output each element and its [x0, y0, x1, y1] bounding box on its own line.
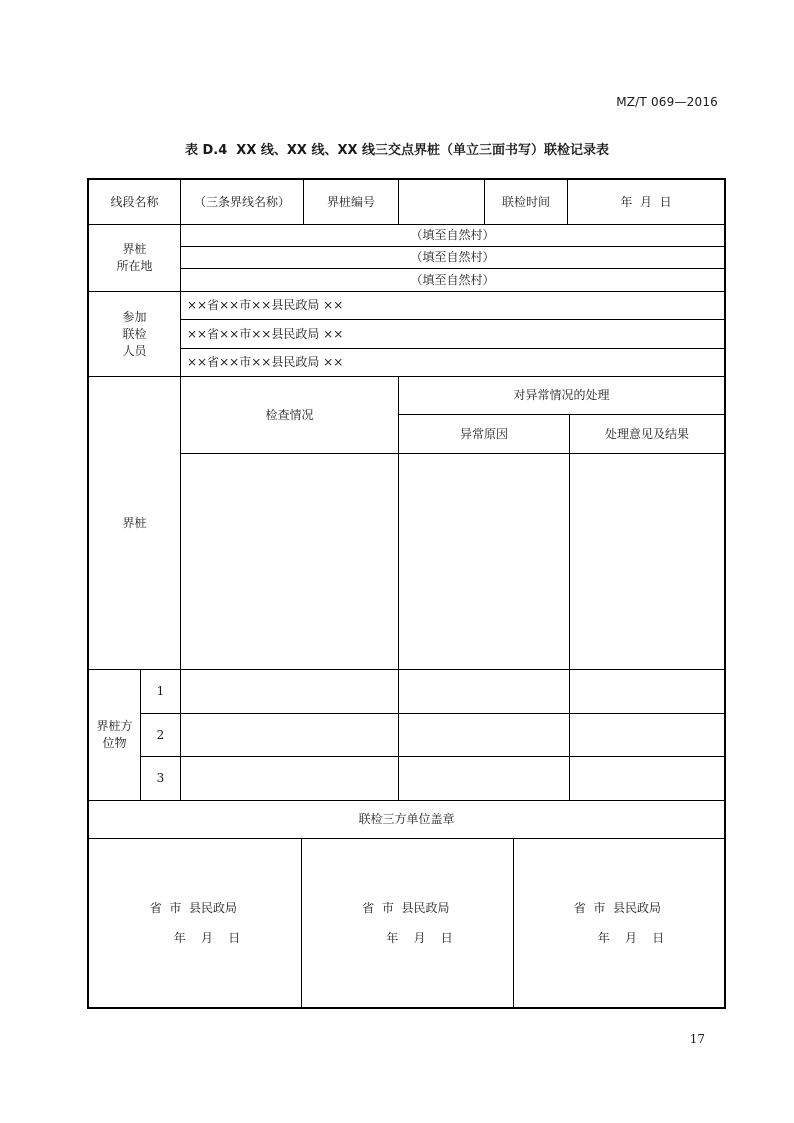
location-row: （填至自然村） [410, 272, 495, 287]
seal-org: 省 市 县民政局 [362, 900, 450, 915]
seal-date: 年 月 日 [386, 930, 453, 945]
marker-no-value [399, 180, 484, 224]
landmark-number: 2 [156, 727, 165, 742]
location-label-line1: 界桩 [122, 242, 147, 256]
check-status-entry[interactable] [181, 454, 398, 669]
abnormal-cause-label: 异常原因 [459, 426, 508, 441]
standard-code: MZ/T 069—2016 [616, 95, 718, 109]
handling-result-label: 处理意见及结果 [604, 426, 689, 441]
check-status-label: 检查情况 [265, 407, 314, 422]
location-label-line2: 所在地 [116, 259, 153, 273]
participant-row: ××省××市××县民政局 ×× [187, 326, 344, 341]
landmark-number: 3 [156, 771, 165, 785]
participant-row: ××省××市××县民政局 ×× [187, 355, 344, 369]
table-title: 表 D.4 XX 线、XX 线、XX 线三交点界桩（单立三面书写）联检记录表 [184, 143, 610, 158]
inspection-time-value: 年 月 日 [620, 194, 672, 209]
seal-date: 年 月 日 [173, 930, 241, 945]
line-name-value: （三条界线名称） [193, 194, 290, 209]
participants-label-line1: 参加 [122, 309, 147, 324]
seal-org: 省 市 县民政局 [149, 900, 237, 915]
page-number: 17 [689, 1032, 705, 1046]
seal-org: 省 市 县民政局 [573, 900, 661, 915]
handling-result-entry[interactable] [570, 454, 724, 669]
participant-row: ××省××市××县民政局 ×× [187, 298, 344, 312]
abnormal-handling-label: 对异常情况的处理 [513, 388, 610, 402]
location-label [89, 225, 180, 291]
participants-label-line2: 联检 [122, 326, 147, 341]
seal-block [514, 839, 724, 1007]
marker-no-label: 界桩编号 [326, 194, 375, 209]
landmarks-label [89, 670, 140, 800]
seal-block [89, 839, 301, 1007]
seal-block [302, 839, 513, 1007]
participants-label-line3: 人员 [122, 343, 147, 358]
abnormal-cause-entry[interactable] [399, 454, 569, 669]
seal-header: 联检三方单位盖章 [358, 812, 455, 826]
landmarks-label-line1: 界桩方 [96, 719, 133, 733]
landmarks-label-line2: 位物 [102, 736, 127, 750]
participants-label [89, 292, 180, 376]
inspection-time-label: 联检时间 [501, 194, 550, 209]
record-form [87, 178, 726, 1009]
location-row: （填至自然村） [410, 228, 495, 242]
line-name-label: 线段名称 [110, 194, 159, 209]
marker-label: 界桩 [122, 515, 147, 530]
landmark-number: 1 [156, 684, 165, 698]
seal-date: 年 月 日 [597, 930, 665, 945]
location-row: （填至自然村） [410, 250, 495, 264]
